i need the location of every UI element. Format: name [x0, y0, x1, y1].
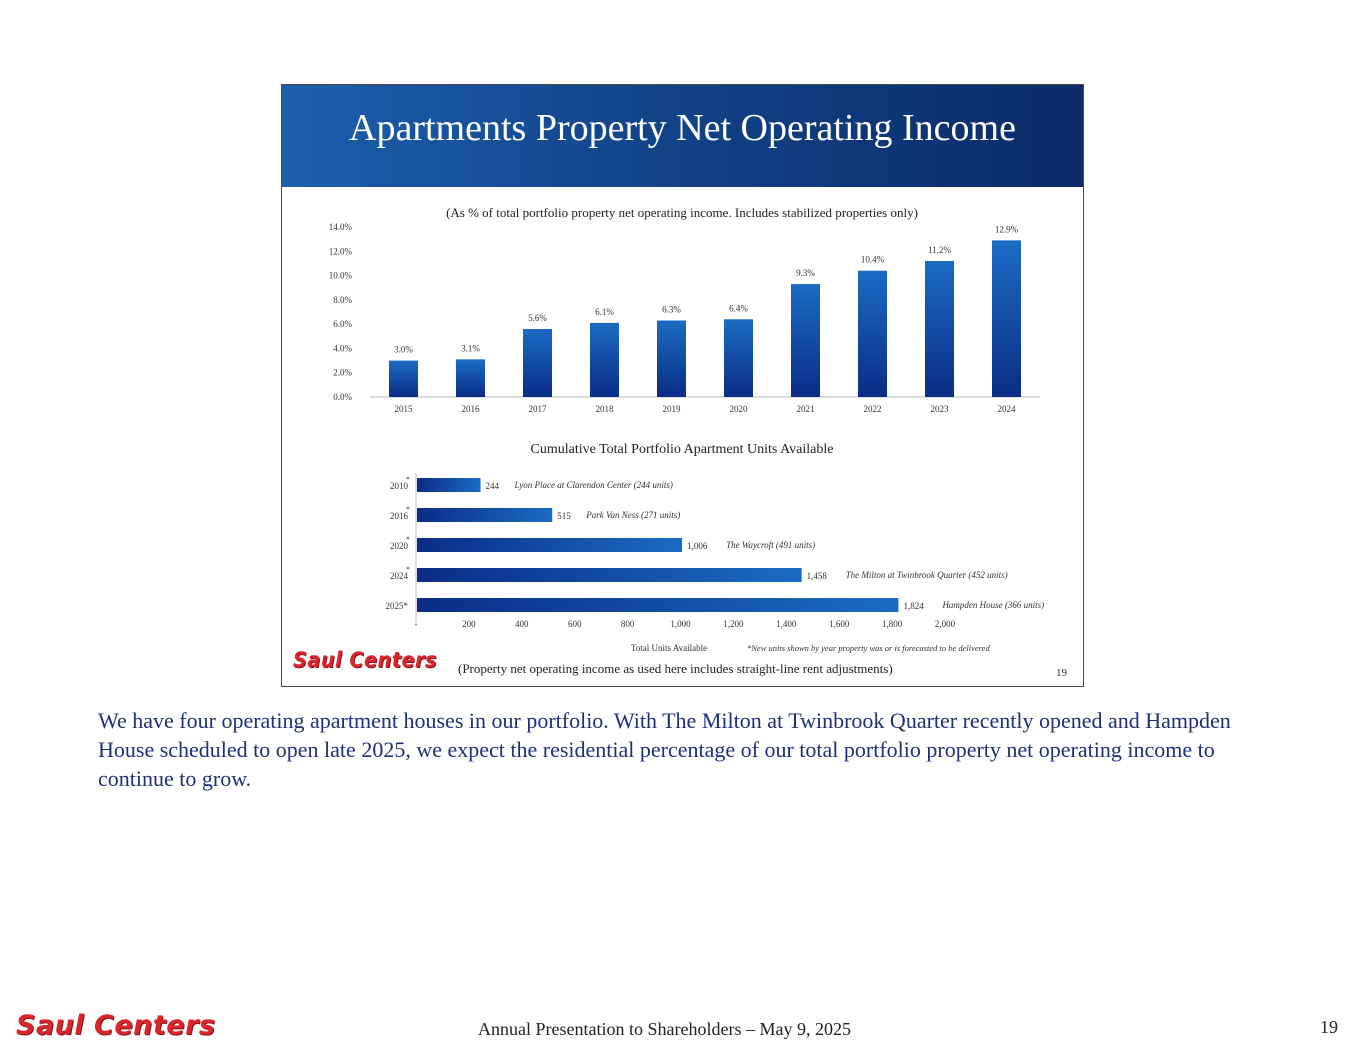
bar	[925, 261, 954, 397]
bar-value-label: 9.3%	[796, 268, 815, 279]
x-tick-label: 2022	[863, 404, 882, 414]
bar	[992, 240, 1021, 397]
x-tick-label: 2024	[997, 404, 1016, 414]
bar-value-label: 3.1%	[461, 343, 480, 354]
bar-value-label: 10.4%	[860, 254, 885, 265]
y-tick-label: 2010	[390, 481, 408, 491]
bar	[417, 538, 682, 552]
bar-value-label: 6.4%	[729, 303, 748, 314]
slide-title: Apartments Property Net Operating Income	[349, 107, 1016, 149]
bar	[657, 321, 686, 398]
x-tick-label: 2015	[394, 404, 413, 414]
y-tick-label: 12.0%	[328, 246, 352, 257]
category-asterisk: *	[406, 475, 410, 484]
x-tick-label: 1,400	[776, 619, 797, 629]
x-tick-label: 2023	[930, 404, 949, 414]
bar-value-label: 1,006	[687, 541, 708, 551]
saul-centers-footer-logo: Saul Centers	[16, 1010, 216, 1041]
x-tick-label: 2019	[662, 404, 681, 414]
bar-value-label: 6.1%	[595, 306, 614, 317]
category-asterisk: *	[406, 565, 410, 574]
bar	[523, 329, 552, 397]
bar-value-label: 11.2%	[928, 245, 951, 255]
x-tick-label: 2016	[461, 404, 480, 414]
x-tick-label: -	[414, 619, 418, 629]
category-asterisk: *	[406, 505, 410, 514]
bar-value-label: 12.9%	[994, 224, 1019, 235]
y-tick-label: 8.0%	[333, 294, 352, 305]
chart1-subtitle: (As % of total portfolio property net operating income. Includes stabilized properties only)	[446, 205, 918, 220]
bar-value-label: 5.6%	[528, 313, 547, 323]
x-axis-title: Total Units Available	[630, 643, 708, 653]
bar	[456, 359, 485, 397]
x-tick-label: 800	[620, 619, 635, 629]
bar-annotation: The Waycroft (491 units)	[726, 540, 816, 550]
bar-value-label: 6.3%	[662, 304, 681, 315]
x-tick-label: 2021	[796, 404, 815, 414]
y-tick-label: 2025*	[385, 601, 408, 611]
y-tick-label: 2016	[390, 511, 408, 521]
category-asterisk: *	[406, 535, 410, 544]
body-paragraph: We have four operating apartment houses in our portfolio. With The Milton at Twinbrook Quarter recently opened and Hampden House scheduled to open late 2025, we expect the residential percentage of our total portfolio property net operating income to continue to grow.	[98, 708, 1231, 791]
y-tick-label: 2020	[390, 541, 408, 551]
y-tick-label: 10.0%	[328, 270, 352, 281]
y-tick-label: 0.0%	[333, 392, 352, 402]
bar	[417, 508, 552, 522]
y-tick-label: 4.0%	[333, 343, 352, 354]
bar	[417, 568, 802, 582]
apartment-units-bar-chart	[282, 423, 1083, 659]
slide-panel	[281, 84, 1084, 687]
bar-value-label: 1,824	[903, 601, 924, 611]
bar-value-label: 1,458	[806, 571, 827, 581]
title-banner	[282, 85, 1083, 187]
y-tick-label: 6.0%	[333, 319, 352, 330]
saul-centers-logo: Saul Centers	[293, 648, 437, 672]
x-tick-label: 1,600	[829, 619, 850, 629]
x-tick-label: 2017	[528, 404, 547, 414]
chart2-title: Cumulative Total Portfolio Apartment Units Available	[530, 442, 834, 457]
bar	[858, 271, 887, 397]
bar-value-label: 244	[485, 481, 500, 491]
y-tick-label: 14.0%	[328, 222, 352, 232]
x-tick-label: 1,200	[723, 619, 744, 629]
y-tick-label: 2024	[390, 571, 408, 581]
x-tick-label: 400	[515, 619, 529, 629]
x-tick-label: 1,000	[670, 619, 691, 629]
x-tick-label: 600	[567, 619, 582, 629]
x-tick-label: 200	[462, 619, 476, 629]
page-number: 19	[1320, 1017, 1338, 1037]
chart2-footnote: *New units shown by year property was or is forecasted to be delivered	[747, 643, 990, 653]
bar-annotation: The Milton at Twinbrook Quarter (452 units)	[845, 570, 1008, 580]
bar	[417, 478, 481, 492]
bar-annotation: Park Van Ness (271 units)	[586, 510, 681, 520]
bar	[417, 598, 898, 612]
bar	[590, 323, 619, 397]
bar-value-label: 3.0%	[394, 344, 413, 355]
bar	[791, 284, 820, 397]
y-tick-label: 2.0%	[333, 367, 352, 378]
bar-annotation: Hampden House (366 units)	[942, 600, 1045, 610]
x-tick-label: 1,800	[881, 619, 903, 629]
slide-page-number: 19	[1056, 667, 1067, 679]
slide-footnote: (Property net operating income as used here includes straight-line rent adjustments)	[458, 661, 893, 676]
bar-annotation: Lyon Place at Clarendon Center (244 units)	[514, 480, 673, 490]
bar	[724, 319, 753, 397]
x-tick-label: 2,000	[934, 619, 956, 629]
noi-percent-bar-chart	[282, 190, 1083, 415]
x-tick-label: 2018	[595, 404, 614, 414]
page-footer: Annual Presentation to Shareholders – May 9, 2025	[478, 1019, 851, 1039]
bar	[389, 361, 418, 397]
bar-value-label: 515	[557, 511, 571, 521]
x-tick-label: 2020	[729, 404, 748, 414]
